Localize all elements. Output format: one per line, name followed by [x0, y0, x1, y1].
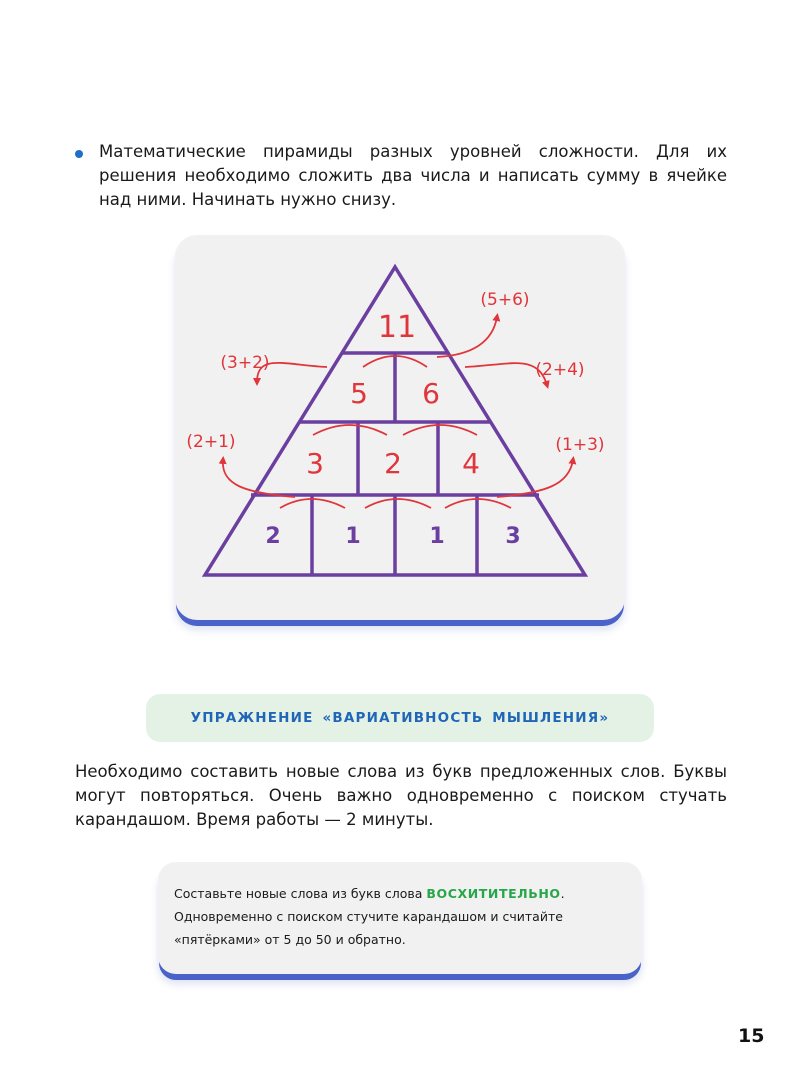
- task-text-suffix: . Одновременно с поиском стучите карандашом и считайте «пятёрками» от 5 до 50 и обратно.: [174, 886, 565, 947]
- task-text-prefix: Составьте новые слова из букв слова: [174, 886, 427, 901]
- pyramid-base-value: 1: [345, 524, 361, 549]
- pyramid-base-value: 1: [429, 524, 445, 549]
- connector-arc: [313, 425, 387, 435]
- task-card: [158, 862, 642, 974]
- formula-label: (1+3): [555, 435, 605, 455]
- task-text: [174, 882, 626, 951]
- pyramid-cell-value: 2: [384, 447, 402, 480]
- pyramid-cell-value: 4: [462, 447, 480, 480]
- bullet-icon: [75, 150, 83, 158]
- connector-arrow: [223, 460, 295, 497]
- bullet-paragraph: [75, 140, 727, 212]
- formula-label: (3+2): [220, 353, 270, 373]
- formula-label: (2+4): [535, 360, 585, 380]
- page-number: 15: [738, 1025, 765, 1047]
- pyramid-diagram: [175, 235, 625, 620]
- formula-label: (5+6): [480, 290, 530, 310]
- pyramid-cell-value: 5: [350, 377, 368, 410]
- pyramid-cell-value: 6: [422, 377, 440, 410]
- pyramid-base-value: 3: [505, 524, 521, 549]
- task-highlight-word: ВОСХИТИТЕЛЬНО: [426, 886, 561, 901]
- exercise-banner: [146, 694, 654, 742]
- connector-arc: [403, 425, 477, 435]
- pyramid-top-value: 11: [377, 310, 417, 345]
- connector-arrow: [497, 460, 573, 497]
- formula-label: (2+1): [186, 432, 236, 452]
- exercise-description: Необходимо составить новые слова из букв предложенных слов. Буквы могут повторяться. Очень важно одновременно с поиском стучать карандашом. Время работы — 2 минуты.: [75, 762, 727, 829]
- connector-arc: [365, 499, 431, 508]
- bullet-text: Математические пирамиды разных уровней сложности. Для их решения необходимо сложить два числа и написать сумму в ячейке над ними. Начинать нужно снизу.: [99, 142, 727, 209]
- pyramid-cell-value: 3: [306, 447, 324, 480]
- pyramid-base-value: 2: [265, 524, 281, 549]
- exercise-title: УПРАЖНЕНИЕ «ВАРИАТИВНОСТЬ МЫШЛЕНИЯ»: [190, 710, 610, 726]
- pyramid-figure: [175, 235, 625, 620]
